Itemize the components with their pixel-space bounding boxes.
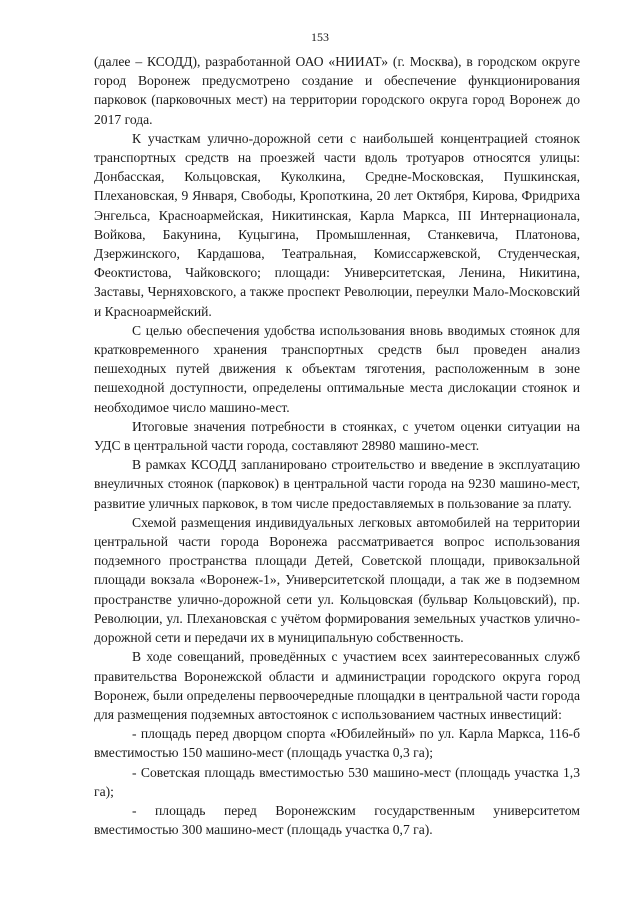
paragraph-intro: (далее – КСОДД), разработанной ОАО «НИИАТ» (г. Москва), в городском округе город Воронеж предусмотрено создание и обеспечение функционирования парковок (парковочных мест) на территории городского округа город Воронеж до 2017 года. (94, 54, 580, 127)
page-number: 153 (311, 30, 329, 44)
paragraph-plan: В рамках КСОДД запланировано строительство и введение в эксплуатацию внеуличных стоянок (парковок) в центральной части города на 9230 машино-мест, развитие уличных парковок, в том числе предоставляемых в пользование за плату. (94, 457, 580, 511)
paragraph-streets: К участкам улично-дорожной сети с наибольшей концентрацией стоянок транспортных средств на проезжей части вдоль тротуаров относятся улицы: Донбасская, Кольцовская, Куколкина, Средне-Московская, Пушкинская, Плехановская, 9 Января, Свободы, Кропоткина, 20 лет Октября, Кирова, Фридриха Энгельса, Красноармейская, Никитинская, Карла Маркса, III Интернационала, Войкова, Бакунина, Куцыгина, Промышленная, Станкевича, Платонова, Дзержинского, Кардашова, Театральная, Комиссаржевской, Студенческая, Феоктистова, Чайковского; площади: Университетская, Ленина, Никитина, Заставы, Черняховского, а также проспект Революции, переулки Мало-Московский и Красноармейский. (94, 130, 580, 319)
paragraph-demand: Итоговые значения потребности в стоянках, с учетом оценки ситуации на УДС в центральной части города, составляют 28980 машино-мест. (94, 418, 580, 454)
list-item: - площадь перед дворцом спорта «Юбилейный» по ул. Карла Маркса, 116-б вместимостью 150 машино-мест (площадь участка 0,3 га); (94, 726, 580, 761)
document-body (94, 52, 580, 839)
paragraph-scheme: Схемой размещения индивидуальных легковых автомобилей на территории центральной части города Воронежа рассматривается вопрос использования подземного пространства площади Детей, Советской площади, привокзальной площади вокзала «Воронеж-1», Университетской площади, а так же в подземном пространстве улично-дорожной сети ул. Кольцовская (бульвар Кольцовский), пр. Революции, ул. Плехановская с учётом формирования земельных участков улично-дорожной сети и передачи их в муниципальную собственность. (94, 514, 580, 646)
list-item: - Советская площадь вместимостью 530 машино-мест (площадь участка 1,3 га); (94, 764, 580, 799)
paragraph-meetings: В ходе совещаний, проведённых с участием всех заинтересованных служб правительства Воронежской области и администрации городского округа город Воронеж, были определены первоочередные площадки в центральной части города для размещения подземных автостоянок с использованием частных инвестиций: (94, 649, 580, 722)
list-item: - площадь перед Воронежским государственным университетом вместимостью 300 машино-мест (площадь участка 0,7 га). (94, 802, 580, 838)
paragraph-analysis: С целью обеспечения удобства использования вновь вводимых стоянок для кратковременного хранения транспортных средств был проведен анализ пешеходных путей движения к объектам тяготения, расположенным в зоне пешеходной доступности, определены оптимальные места дислокации стоянок и необходимое число машино-мест. (94, 322, 580, 415)
